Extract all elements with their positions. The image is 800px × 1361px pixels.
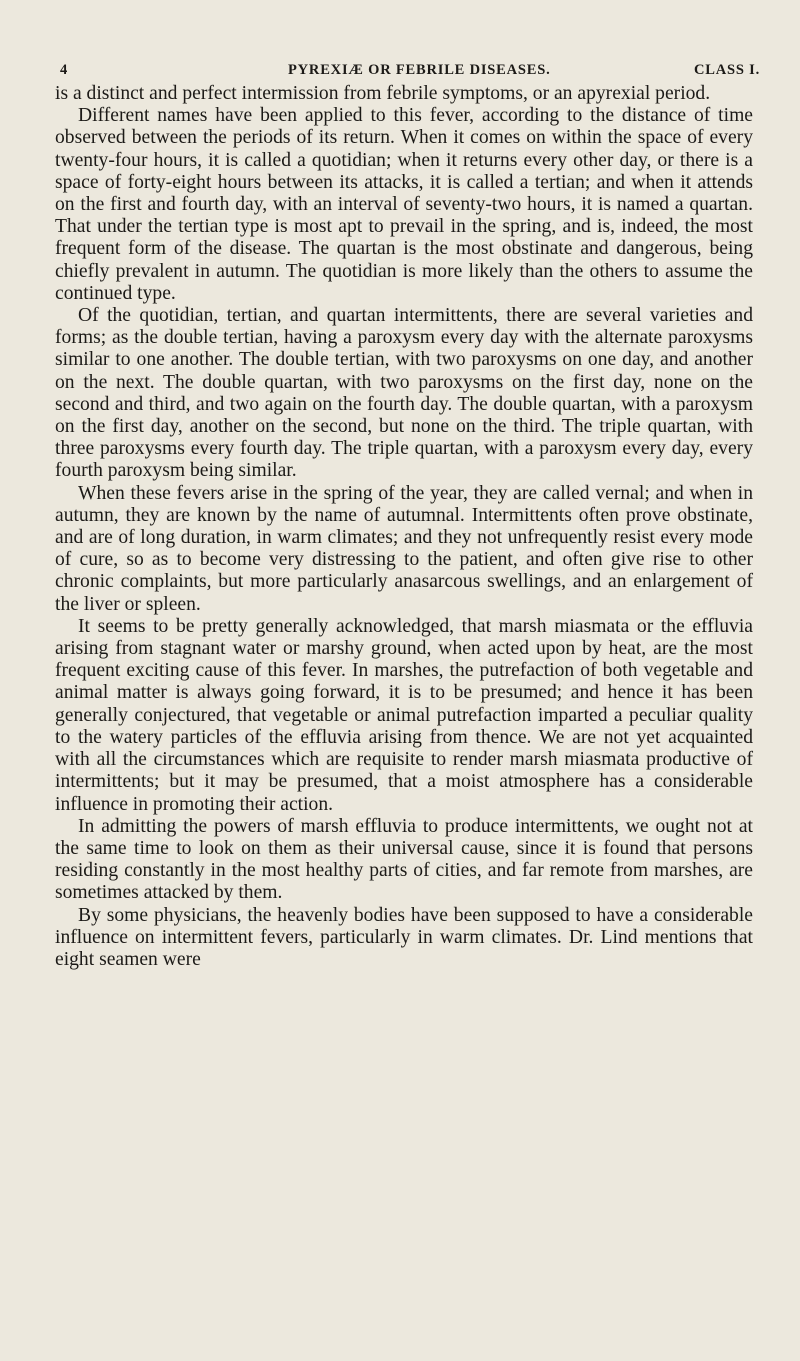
paragraph-fever-names: Different names have been applied to this fever, according to the distance of time observed between the periods of its return. When it comes on within the space of every twenty-four hours, it is called a quotidian; when it returns every other day, or there is a space of forty-eight hours between its attacks, it is called a tertian; and when it attends on the first and fourth day, with an interval of seventy-two hours, it is named a quartan. That under the tertian type is most apt to prevail in the spring, and is, indeed, the most frequent form of the disease. The quartan is the most obstinate and dangerous, being chiefly prevalent in autumn. The quotidian is more likely than the others to assume the continued type. bbox=[55, 105, 753, 304]
running-title: PYREXIÆ OR FEBRILE DISEASES. bbox=[288, 62, 551, 78]
paragraph-continuation: is a distinct and perfect intermission from febrile symptoms, or an apyrexial period. bbox=[55, 83, 711, 104]
body-text bbox=[55, 83, 753, 971]
running-header bbox=[60, 62, 760, 82]
paragraph-marsh-effluvia: In admitting the powers of marsh effluvia to produce intermittents, we ought not at the same time to look on them as their universal cause, since it is found that persons residing constantly in the most healthy parts of cities, and far remote from marshes, are sometimes attacked by them. bbox=[55, 815, 753, 904]
paragraph-marsh-miasmata: It seems to be pretty generally acknowledged, that marsh miasmata or the effluvia arising from stagnant water or marshy ground, when acted upon by heat, are the most frequent exciting cause of this fever. In marshes, the putrefaction of both vegetable and animal matter is always going forward, it is to be presumed; and hence it has been generally conjectured, that vegetable or animal putrefaction imparted a peculiar quality to the watery particles of the effluvia arising from thence. We are not yet acquainted with all the circumstances which are requisite to render marsh miasmata productive of intermittents; but it may be presumed, that a moist atmosphere has a considerable influence in promoting their action. bbox=[55, 615, 753, 815]
paragraph-vernal-autumnal: When these fevers arise in the spring of the year, they are called vernal; and when in autumn, they are known by the name of autumnal. Intermittents often prove obstinate, and are of long duration, in warm climates; and they not unfrequently resist every mode of cure, so as to become very distressing to the patient, and often give rise to other chronic complaints, but more particularly anasarcous swellings, and an enlargement of the liver or spleen. bbox=[55, 482, 753, 615]
class-label: CLASS I. bbox=[693, 62, 760, 78]
paragraph-varieties: Of the quotidian, tertian, and quartan intermittents, there are several varieties and forms; as the double tertian, having a paroxysm every day with the alternate paroxysms similar to one another. The double tertian, with two paroxysms on one day, and another on the next. The double quartan, with two paroxysms on the first day, none on the second and third, and two again on the fourth day. The double quartan, with a paroxysm on the first day, another on the second, but none on the third. The triple quartan, with three paroxysms every fourth day. The triple quartan, with a paroxysm every day, every fourth paroxysm being similar. bbox=[55, 305, 753, 482]
paragraph-heavenly-bodies: By some physicians, the heavenly bodies have been supposed to have a considerable influence on intermittent fevers, particularly in warm climates. Dr. Lind mentions that eight seamen were bbox=[55, 904, 753, 970]
page-number: 4 bbox=[60, 62, 69, 78]
